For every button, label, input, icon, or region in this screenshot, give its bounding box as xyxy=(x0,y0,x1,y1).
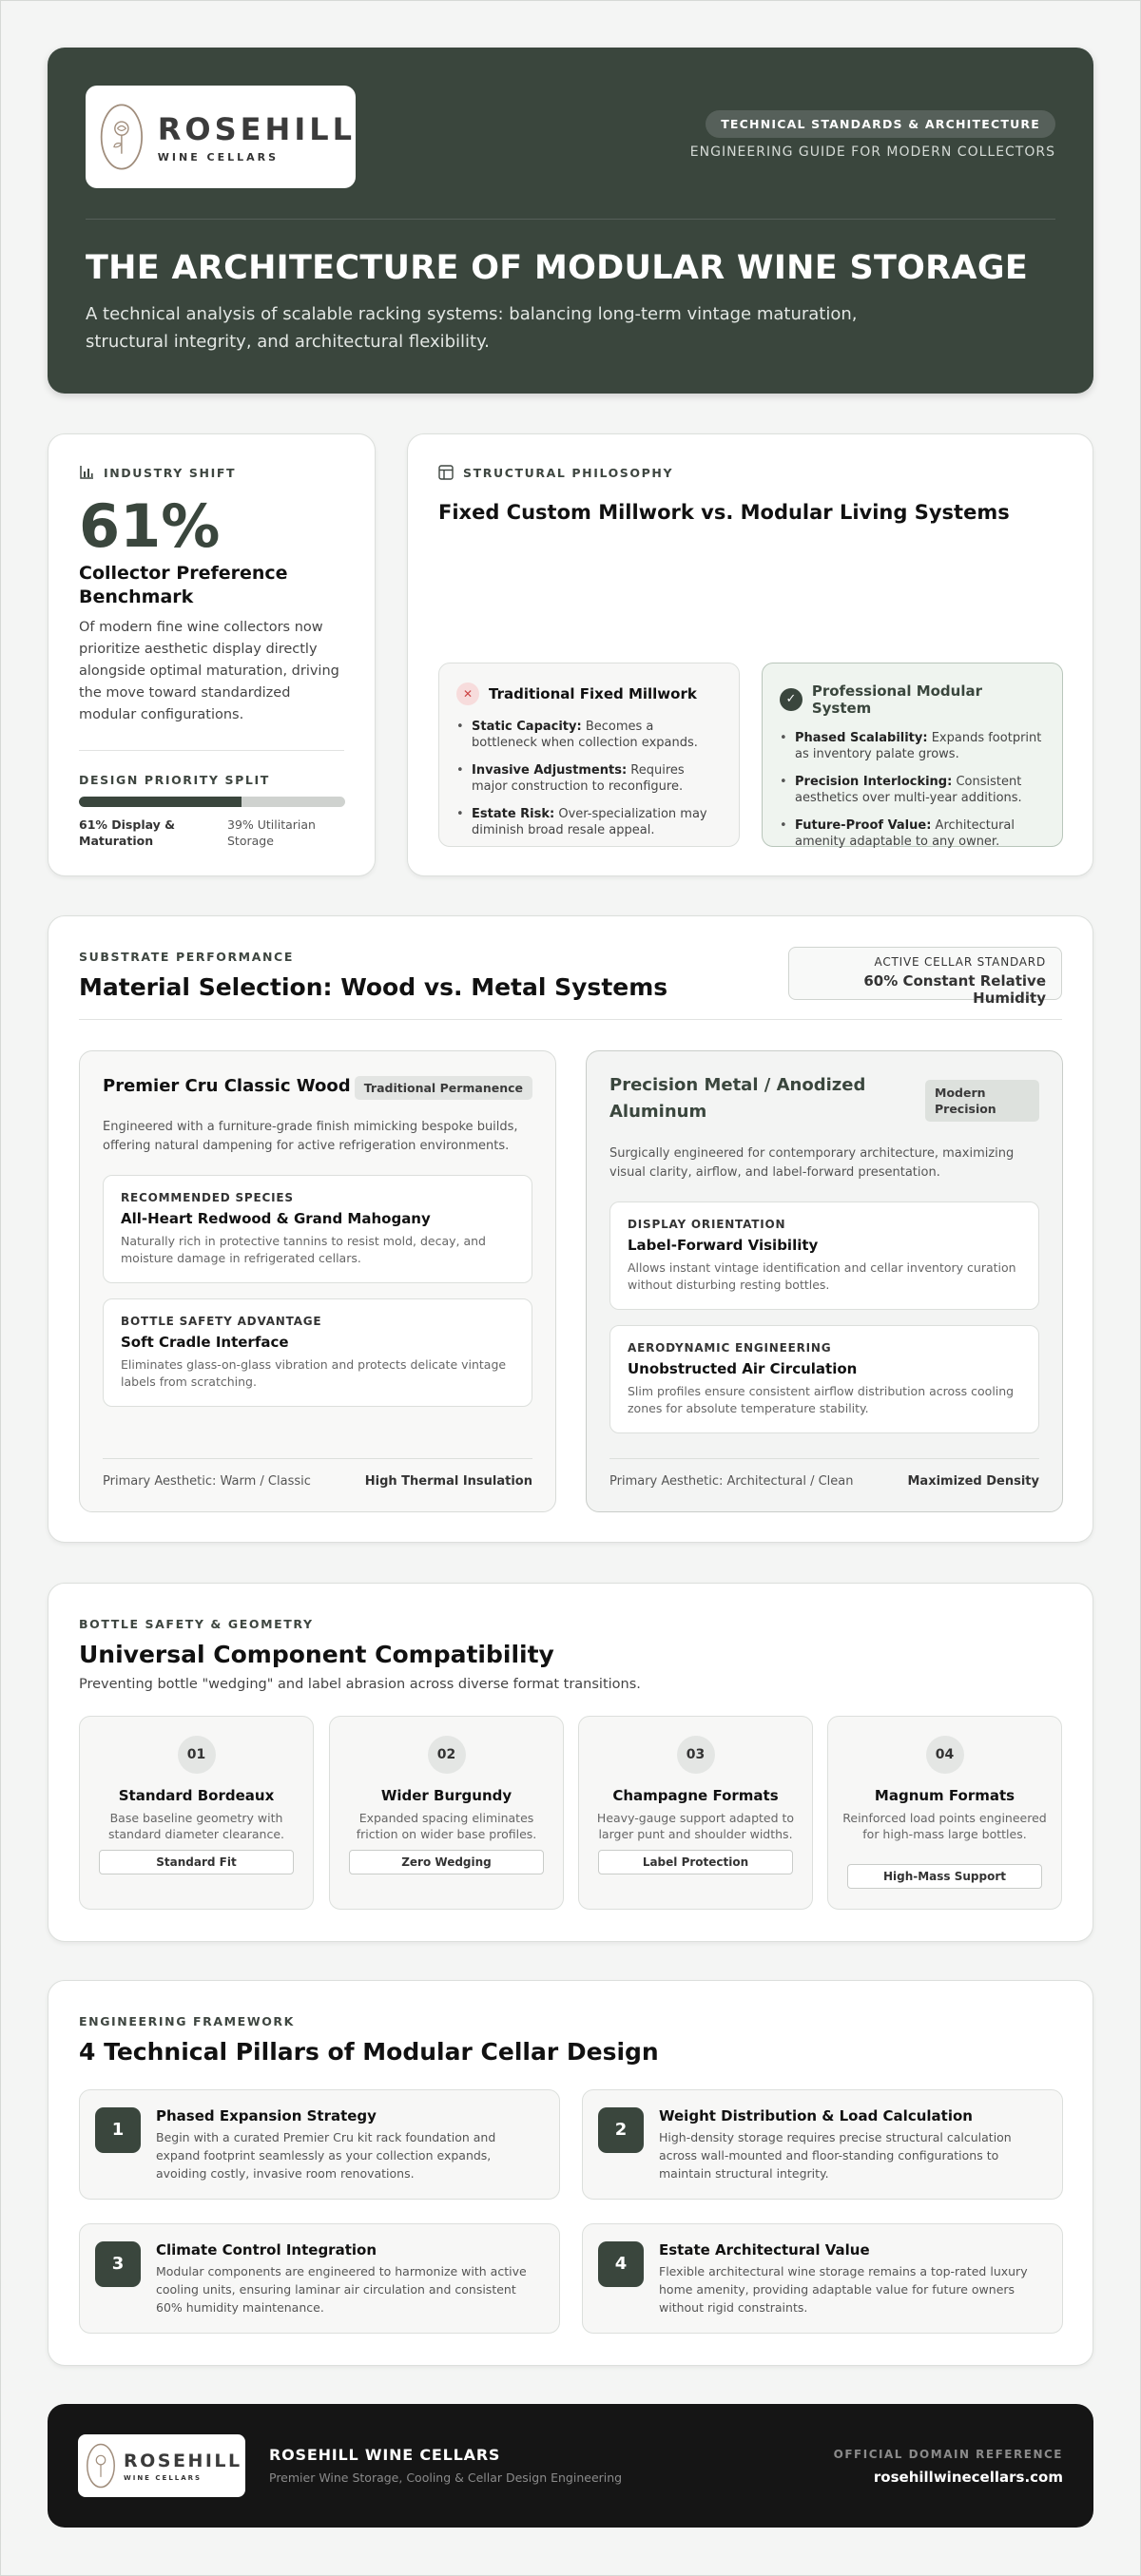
pillar-number: 4 xyxy=(598,2241,644,2287)
format-description: Heavy-gauge support adapted to larger punt and shoulder widths. xyxy=(596,1811,795,1841)
rose-emblem-icon xyxy=(99,99,145,175)
wood-aesthetic: Primary Aesthetic: Warm / Classic xyxy=(103,1474,311,1489)
box-description: Allows instant vintage identification and cellar inventory curation without disturbing resting bottles. xyxy=(628,1260,1016,1292)
metal-description: Surgically engineered for contemporary architecture, maximizing visual clarity, airflow, and label-forward presentation. xyxy=(609,1146,1015,1180)
stat-title-line-2: Benchmark xyxy=(79,586,194,607)
split-label: DESIGN PRIORITY SPLIT xyxy=(79,773,270,787)
pillar-description: Flexible architectural wine storage remains a top-rated luxury home amenity, providing adaptable value for future owners without rigid constraints. xyxy=(659,2264,1028,2315)
industry-divider xyxy=(79,750,344,751)
pillar-title: Weight Distribution & Load Calculation xyxy=(659,2107,973,2124)
pillar-title: Climate Control Integration xyxy=(156,2241,377,2259)
subtitle-line-2: structural integrity, and architectural flexibility. xyxy=(86,332,490,352)
box-title: Label-Forward Visibility xyxy=(628,1237,819,1254)
stat-title-line-1: Collector Preference xyxy=(79,563,288,584)
format-title: Champagne Formats xyxy=(612,1787,779,1804)
brand-logo[interactable] xyxy=(86,86,356,188)
traditional-list xyxy=(456,719,722,838)
format-description: Reinforced load points engineered for high-mass large bottles. xyxy=(842,1811,1047,1841)
philosophy-label: STRUCTURAL PHILOSOPHY xyxy=(463,465,674,480)
humidity-standard-box xyxy=(788,947,1062,1007)
metal-title-line-2: Aluminum xyxy=(609,1102,707,1122)
modular-list xyxy=(780,730,1045,850)
domain-label: OFFICIAL DOMAIN REFERENCE xyxy=(833,2448,1063,2461)
hero-header xyxy=(48,48,1093,394)
format-card-bordeaux xyxy=(79,1716,314,1910)
page-subtitle xyxy=(86,300,858,356)
box-description: Eliminates glass-on-glass vibration and protects delicate vintage labels from scratching. xyxy=(121,1357,507,1389)
metal-airflow-box xyxy=(609,1325,1039,1433)
pillars-label: ENGINEERING FRAMEWORK xyxy=(79,2014,295,2028)
wood-tag: Traditional Permanence xyxy=(355,1076,532,1100)
split-left-label: 61% Display & Maturation xyxy=(79,817,176,848)
metal-panel xyxy=(586,1050,1063,1512)
material-title: Material Selection: Wood vs. Metal Systems xyxy=(79,973,668,1001)
step-number: 02 xyxy=(428,1736,466,1774)
bar-chart-icon xyxy=(79,465,94,480)
pillar-number: 3 xyxy=(95,2241,141,2287)
footer-logo-subtitle: WINE CELLARS xyxy=(124,2473,203,2482)
modular-system-box xyxy=(762,663,1063,847)
metal-highlight: Maximized Density xyxy=(907,1474,1039,1489)
list-item: • Static Capacity: Becomes a bottleneck when collection expands. xyxy=(456,719,722,751)
stat-title xyxy=(79,562,288,609)
x-icon: ✕ xyxy=(456,682,479,705)
hero-divider xyxy=(86,219,1055,220)
list-item: • Invasive Adjustments: Requires major construction to reconfigure. xyxy=(456,762,722,795)
compat-label: BOTTLE SAFETY & GEOMETRY xyxy=(79,1617,314,1631)
page-title: THE ARCHITECTURE OF MODULAR WINE STORAGE xyxy=(86,249,1029,287)
domain-link[interactable]: rosehillwinecellars.com xyxy=(873,2469,1063,2486)
pillar-number: 2 xyxy=(598,2107,644,2153)
wood-description: Engineered with a furniture-grade finish mimicking bespoke builds, offering natural dampening for active refrigeration environments. xyxy=(103,1120,518,1153)
pillar-card-2 xyxy=(582,2089,1063,2200)
compat-title: Universal Component Compatibility xyxy=(79,1641,554,1668)
traditional-title: Traditional Fixed Millwork xyxy=(489,685,697,702)
check-icon: ✓ xyxy=(780,688,803,711)
footer xyxy=(48,2404,1093,2528)
metal-footer xyxy=(609,1458,1039,1489)
standard-value: 60% Constant Relative Humidity xyxy=(863,972,1046,1007)
standard-label: ACTIVE CELLAR STANDARD xyxy=(874,955,1046,969)
pillar-description: Begin with a curated Premier Cru kit rack foundation and expand footprint seamlessly as your collection expands, avoiding costly, invasive room renovations. xyxy=(156,2130,496,2181)
box-label: AERODYNAMIC ENGINEERING xyxy=(628,1341,832,1355)
guide-label: ENGINEERING GUIDE FOR MODERN COLLECTORS xyxy=(689,144,1055,160)
metal-tag xyxy=(925,1080,1039,1122)
box-title: Unobstructed Air Circulation xyxy=(628,1360,858,1377)
traditional-millwork-box xyxy=(438,663,740,847)
footer-logo[interactable] xyxy=(78,2434,245,2497)
logo-subtitle: WINE CELLARS xyxy=(157,150,280,163)
list-item: • Precision Interlocking: Consistent aesthetics over multi-year additions. xyxy=(780,774,1045,806)
pillar-title: Phased Expansion Strategy xyxy=(156,2107,377,2124)
format-badge: Standard Fit xyxy=(99,1850,294,1874)
box-label: BOTTLE SAFETY ADVANTAGE xyxy=(121,1315,322,1328)
pillar-number: 1 xyxy=(95,2107,141,2153)
compat-subtitle: Preventing bottle "wedging" and label abrasion across diverse format transitions. xyxy=(79,1677,641,1692)
format-badge: Label Protection xyxy=(598,1850,793,1874)
pillar-description: Modular components are engineered to harmonize with active cooling units, ensuring laminar air circulation and consistent 60% humidity maintenance. xyxy=(156,2264,527,2315)
format-card-magnum xyxy=(827,1716,1062,1910)
footer-tagline: Premier Wine Storage, Cooling & Cellar Design Engineering xyxy=(269,2470,623,2485)
pillar-card-1 xyxy=(79,2089,560,2200)
pillar-card-3 xyxy=(79,2223,560,2334)
industry-description: Of modern fine wine collectors now prioritize aesthetic display directly alongside optimal maturation, driving the move toward standardized modular configurations. xyxy=(79,620,339,722)
pillar-description: High-density storage requires precise structural calculation across wall-mounted and floor-standing configurations to maintain structural integrity. xyxy=(659,2130,1012,2181)
step-number: 01 xyxy=(178,1736,216,1774)
list-item: • Future-Proof Value: Architectural amenity adaptable to any owner. xyxy=(780,817,1045,850)
metal-display-box xyxy=(609,1201,1039,1310)
industry-stat: 61% xyxy=(79,491,221,561)
format-description: Base baseline geometry with standard diameter clearance. xyxy=(107,1811,284,1841)
split-bar xyxy=(79,797,345,807)
rose-emblem-icon xyxy=(86,2442,116,2489)
box-title: Soft Cradle Interface xyxy=(121,1334,289,1351)
box-label: DISPLAY ORIENTATION xyxy=(628,1218,786,1231)
box-description: Naturally rich in protective tannins to resist mold, decay, and moisture damage in refrigerated cellars. xyxy=(121,1234,486,1265)
philosophy-title: Fixed Custom Millwork vs. Modular Living Systems xyxy=(438,501,1010,524)
wood-panel xyxy=(79,1050,556,1512)
layout-icon xyxy=(438,465,454,480)
structural-philosophy-card xyxy=(407,433,1093,876)
list-item: • Estate Risk: Over-specialization may diminish broad resale appeal. xyxy=(456,806,722,838)
industry-label: INDUSTRY SHIFT xyxy=(104,465,237,480)
metal-title xyxy=(609,1072,895,1125)
industry-shift-card xyxy=(48,433,376,876)
list-item: • Phased Scalability: Expands footprint as inventory palate grows. xyxy=(780,730,1045,762)
modular-title: Professional Modular System xyxy=(811,682,983,717)
metal-title-line-1: Precision Metal / Anodized xyxy=(609,1075,866,1095)
footer-brand: ROSEHILL WINE CELLARS xyxy=(269,2446,501,2464)
step-number: 03 xyxy=(677,1736,715,1774)
wood-safety-box xyxy=(103,1298,532,1407)
subtitle-line-1: A technical analysis of scalable racking systems: balancing long-term vintage maturation, xyxy=(86,304,858,324)
wood-highlight: High Thermal Insulation xyxy=(364,1474,532,1489)
split-bar-fill xyxy=(79,797,242,807)
material-divider xyxy=(79,1019,1062,1020)
footer-logo-name: ROSEHILL xyxy=(124,2450,242,2471)
wood-title: Premier Cru Classic Wood xyxy=(103,1076,351,1096)
format-title: Magnum Formats xyxy=(874,1787,1015,1804)
logo-name: ROSEHILL xyxy=(157,110,356,147)
metal-tag-line-2: Precision xyxy=(935,1102,996,1116)
material-label: SUBSTRATE PERFORMANCE xyxy=(79,950,294,964)
box-title: All-Heart Redwood & Grand Mahogany xyxy=(121,1210,431,1227)
metal-aesthetic: Primary Aesthetic: Architectural / Clean xyxy=(609,1474,854,1489)
format-card-champagne xyxy=(578,1716,813,1910)
box-label: RECOMMENDED SPECIES xyxy=(121,1191,294,1204)
format-badge: High-Mass Support xyxy=(847,1864,1042,1889)
format-title: Wider Burgundy xyxy=(380,1787,512,1804)
step-number: 04 xyxy=(926,1736,964,1774)
format-description: Expanded spacing eliminates friction on wider base profiles. xyxy=(356,1811,537,1841)
standards-badge: TECHNICAL STANDARDS & ARCHITECTURE xyxy=(706,110,1055,138)
pillar-card-4 xyxy=(582,2223,1063,2334)
pillars-title: 4 Technical Pillars of Modular Cellar Design xyxy=(79,2038,659,2066)
box-description: Slim profiles ensure consistent airflow distribution across cooling zones for absolute temperature stability. xyxy=(628,1384,1015,1415)
pillar-title: Estate Architectural Value xyxy=(659,2241,870,2259)
format-card-burgundy xyxy=(329,1716,564,1910)
format-badge: Zero Wedging xyxy=(349,1850,544,1874)
split-right-label: 39% Utilitarian Storage xyxy=(227,817,316,848)
wood-species-box xyxy=(103,1175,532,1283)
format-title: Standard Bordeaux xyxy=(118,1787,275,1804)
wood-footer xyxy=(103,1458,532,1489)
metal-tag-line-1: Modern xyxy=(935,1086,986,1100)
